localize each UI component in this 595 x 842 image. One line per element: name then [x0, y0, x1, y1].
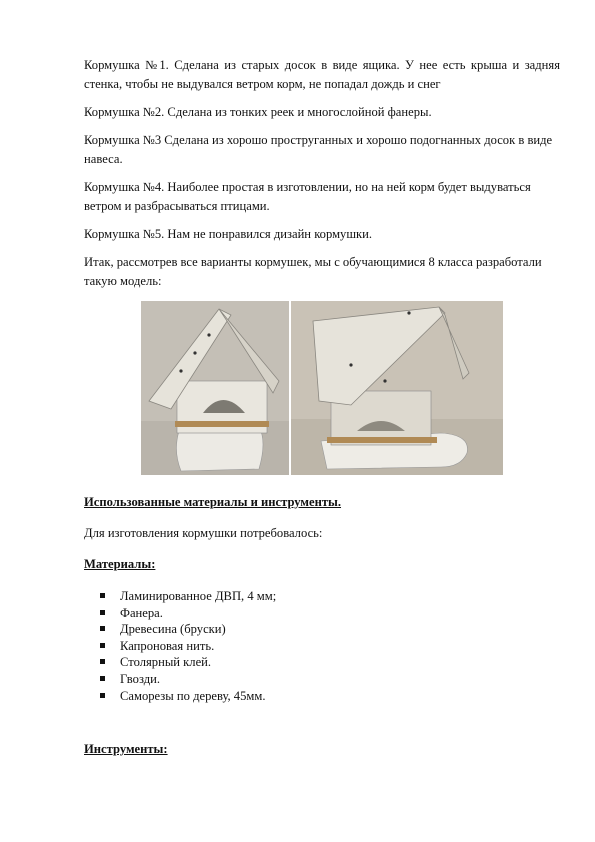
- paragraph-feeder-1: Кормушка №1. Сделана из старых досок в виде ящика. У нее есть крыша и задняя стенка, чтобы не выдувался ветром корм, не попадал дождь и снег: [84, 58, 560, 91]
- list-item: Саморезы по дереву, 45мм.: [84, 688, 560, 705]
- list-item: Фанера.: [84, 605, 560, 622]
- feeder-photos: [84, 301, 560, 483]
- bullet-icon: [100, 626, 105, 631]
- bullet-icon: [100, 593, 105, 598]
- bullet-icon: [100, 659, 105, 664]
- list-item: Столярный клей.: [84, 654, 560, 671]
- materials-intro: Для изготовления кормушки потребовалось:: [84, 526, 323, 540]
- bullet-icon: [100, 610, 105, 615]
- paragraph-feeder-4: Кормушка №4. Наиболее простая в изготовлении, но на ней корм будет выдуваться ветром и разбрасываться птицами.: [84, 180, 531, 213]
- bullet-icon: [100, 676, 105, 681]
- list-item: Древесина (бруски): [84, 621, 560, 638]
- materials-list: [84, 588, 560, 704]
- tools-label: Инструменты:: [84, 742, 168, 757]
- list-item: Капроновая нить.: [84, 638, 560, 655]
- materials-heading: Использованные материалы и инструменты.: [84, 495, 342, 509]
- paragraph-feeder-2: Кормушка №2. Сделана из тонких реек и многослойной фанеры.: [84, 105, 432, 119]
- list-item: Гвозди.: [84, 671, 560, 688]
- materials-label: Материалы:: [84, 557, 156, 571]
- feeder-photo-side: [291, 301, 503, 475]
- feeder-photo-front: [141, 301, 289, 475]
- paragraph-conclusion: Итак, рассмотрев все варианты кормушек, мы с обучающимися 8 класса разработали такую модель:: [84, 255, 542, 288]
- bullet-icon: [100, 693, 105, 698]
- paragraph-feeder-3: Кормушка №3 Сделана из хорошо проструганных и хорошо подогнанных досок в виде навеса.: [84, 133, 553, 166]
- paragraph-feeder-5: Кормушка №5. Нам не понравился дизайн кормушки.: [84, 227, 373, 241]
- bullet-icon: [100, 643, 105, 648]
- document-page: [84, 56, 560, 759]
- list-item: Ламинированное ДВП, 4 мм;: [84, 588, 560, 605]
